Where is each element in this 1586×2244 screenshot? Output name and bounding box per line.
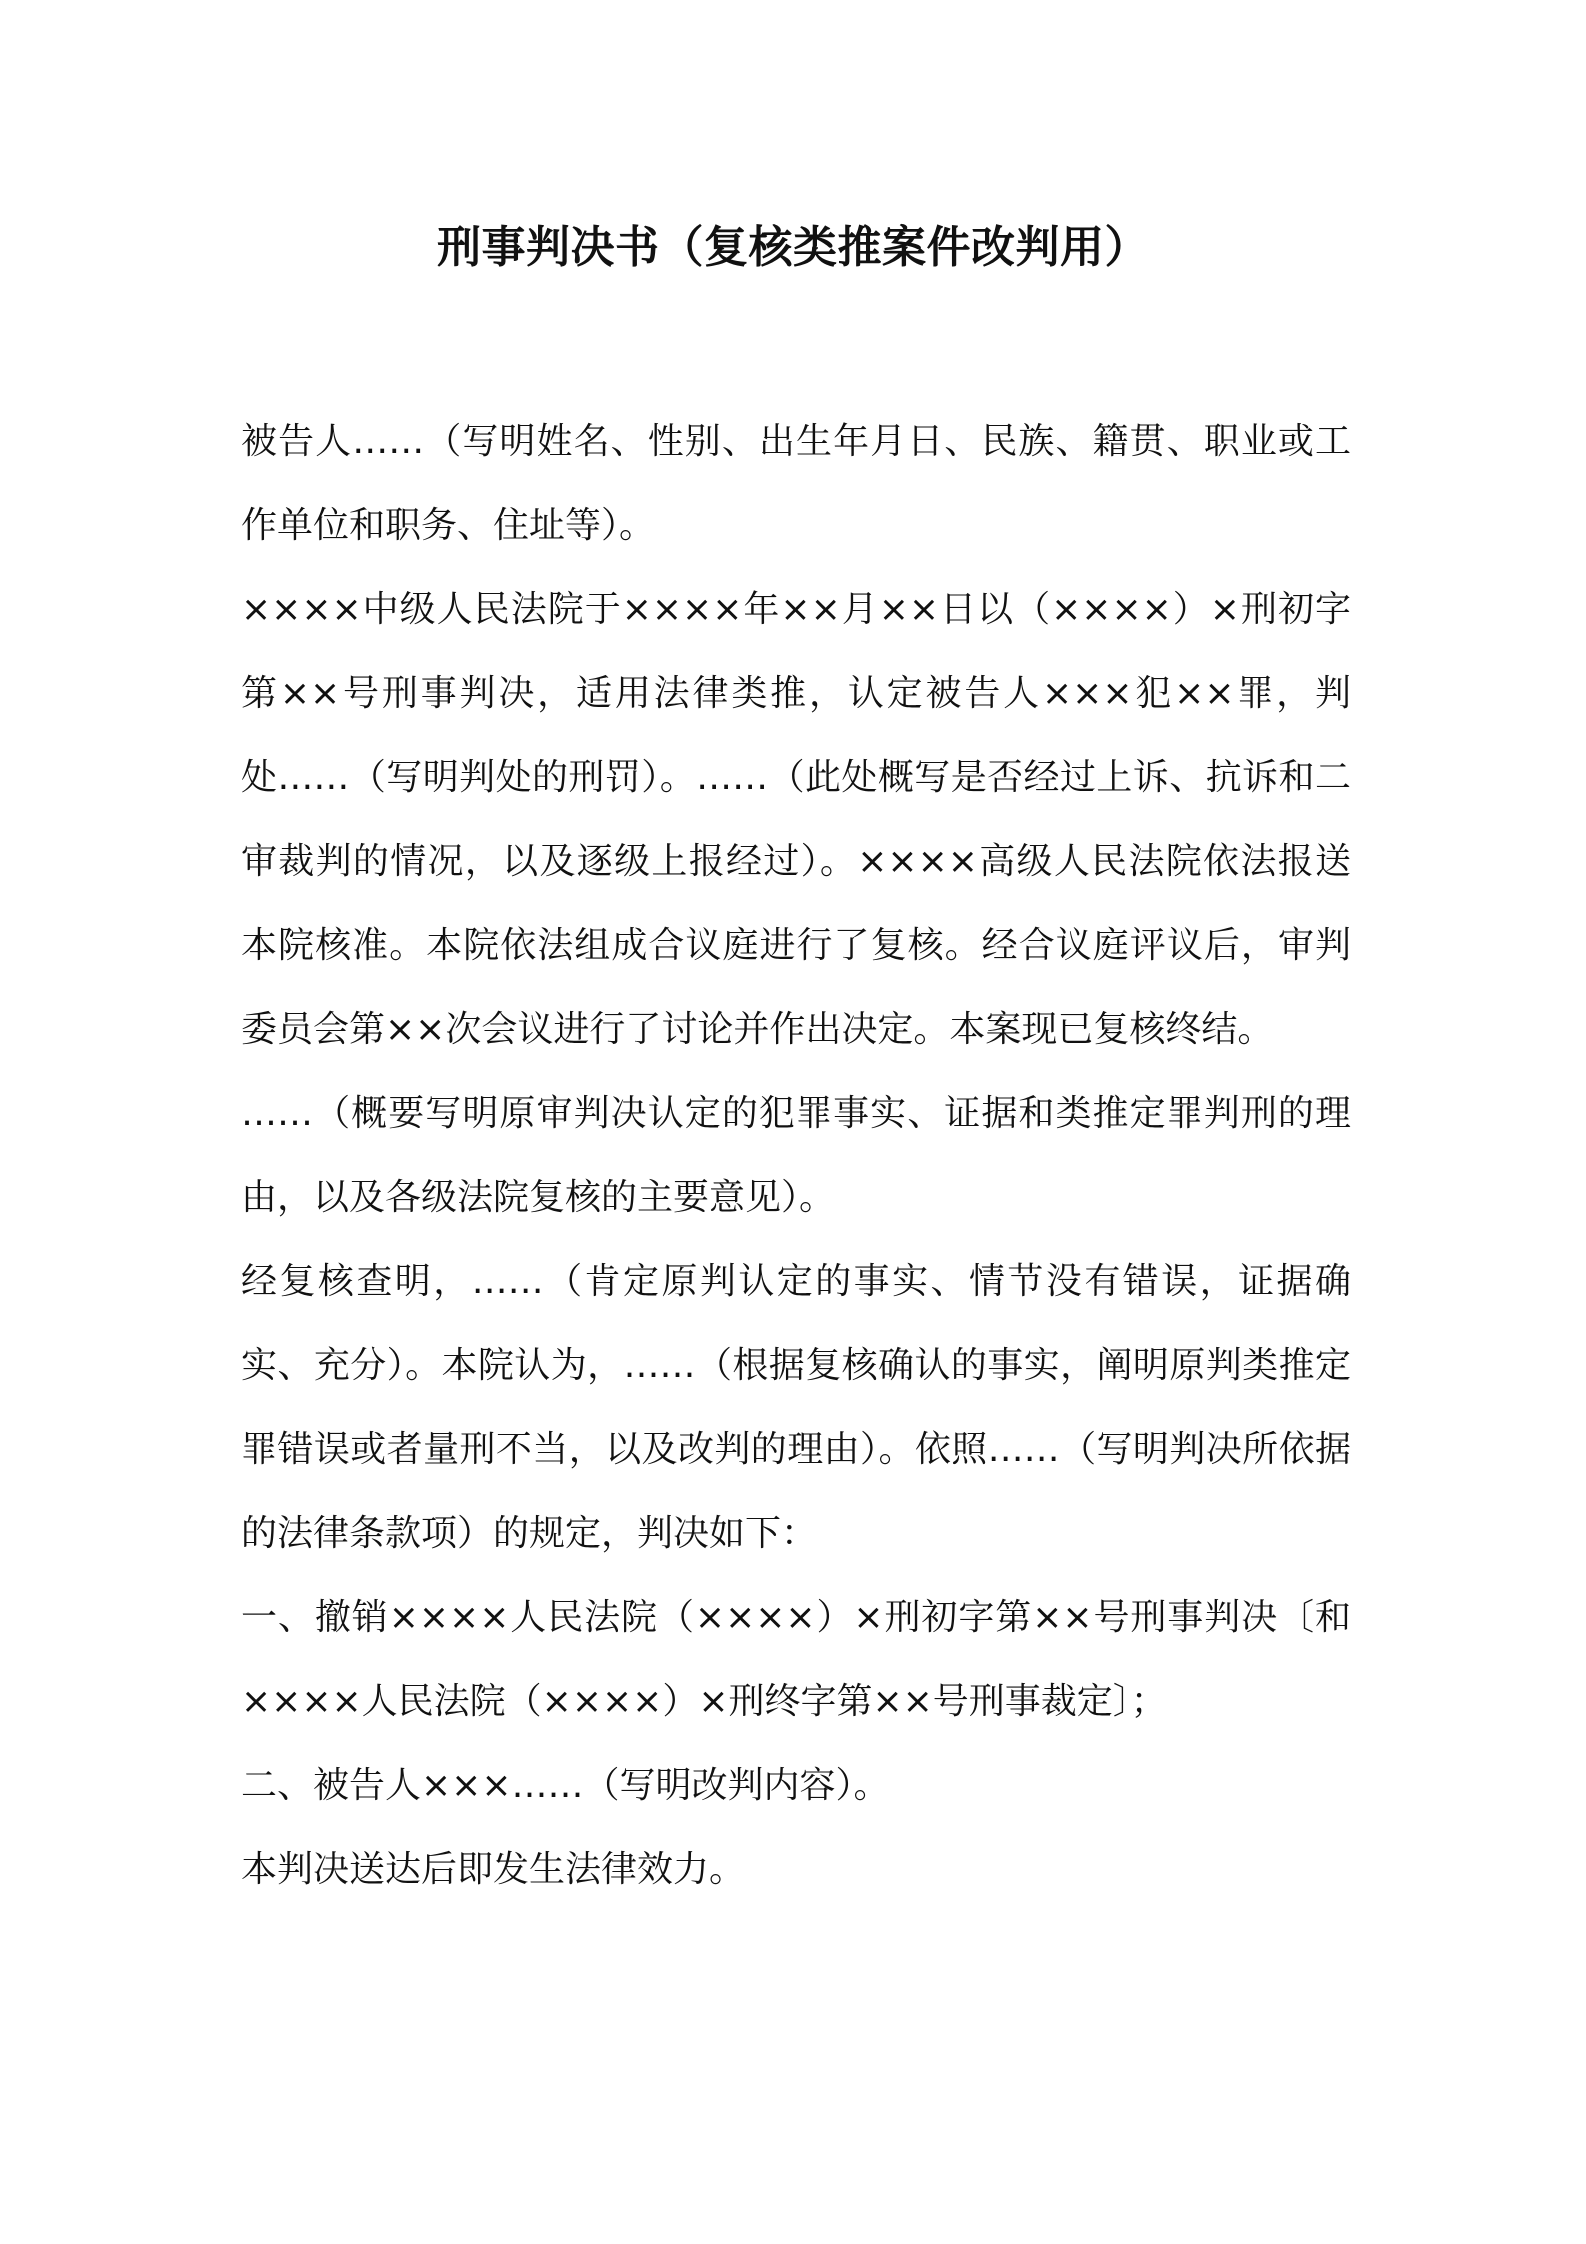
paragraph-original-facts: ……（概要写明原审判决认定的犯罪事实、证据和类推定罪判刑的理由，以及各级法院复核的主要意见）。	[241, 1093, 1351, 1218]
paragraph-case-history: ××××中级人民法院于××××年××月××日以（××××）×刑初字第××号刑事判决，适用法律类推，认定被告人×××犯××罪，判处……（写明判处的刑罚）。……（此处概写是否经过上诉、抗诉和二审裁判的情况，以及逐级上报经过）。××××高级人民法院依法报送本院核准。本院依法组成合议庭进行了复核。经合议庭评议后，审判委员会第××次会议进行了讨论并作出决定。本案现已复核终结。	[241, 589, 1351, 1050]
paragraph-judgment-item-2: 二、被告人×××……（写明改判内容）。	[241, 1765, 890, 1806]
document-title: 刑事判决书（复核类推案件改判用）	[437, 222, 1149, 273]
paragraph-review-findings: 经复核查明，……（肯定原判认定的事实、情节没有错误，证据确实、充分）。本院认为，……（根据复核确认的事实，阐明原判类推定罪错误或者量刑不当，以及改判的理由）。依照……（写明判决所依据的法律条款项）的规定，判决如下：	[241, 1261, 1351, 1554]
paragraph-defendant-info: 被告人……（写明姓名、性别、出生年月日、民族、籍贯、职业或工作单位和职务、住址等）。	[241, 421, 1351, 546]
paragraph-effectiveness: 本判决送达后即发生法律效力。	[241, 1849, 746, 1890]
document-body	[241, 400, 1351, 1912]
paragraph-judgment-item-1: 一、撤销××××人民法院（××××）×刑初字第××号刑事判决〔和××××人民法院（××××）×刑终字第××号刑事裁定〕；	[241, 1597, 1351, 1722]
